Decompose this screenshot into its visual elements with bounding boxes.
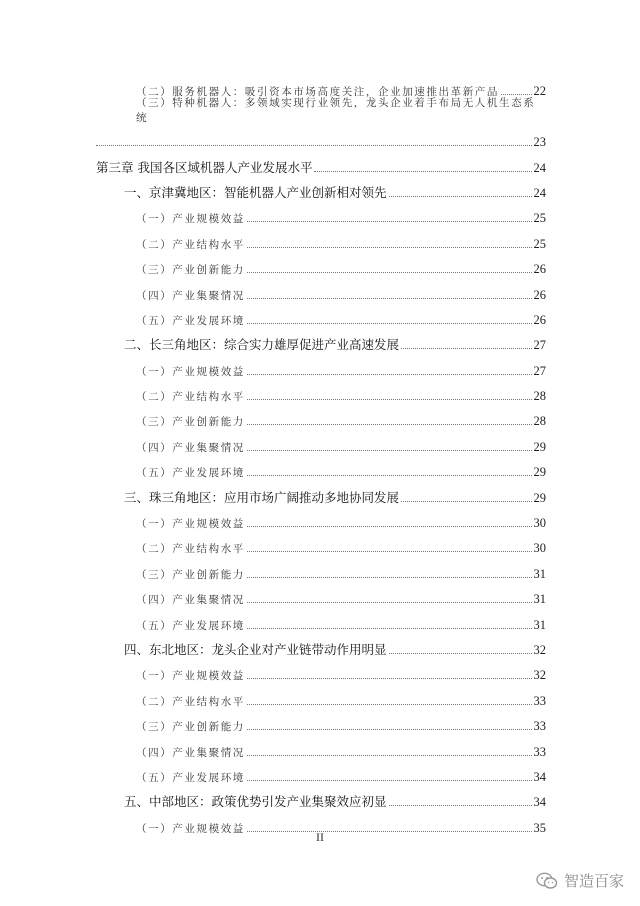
toc-page-number: 30 bbox=[533, 541, 546, 556]
toc-page-number: 25 bbox=[533, 236, 546, 251]
toc-entry-text: （四）产业集聚情况 bbox=[136, 594, 245, 607]
toc-page-number: 29 bbox=[533, 490, 546, 505]
toc-entry[interactable] bbox=[96, 252, 546, 277]
toc-entry-text: （二）产业结构水平 bbox=[136, 695, 245, 708]
dot-leader bbox=[501, 93, 532, 95]
dot-leader bbox=[247, 474, 532, 476]
toc-entry[interactable] bbox=[96, 201, 546, 226]
toc-page-number: 27 bbox=[533, 363, 546, 378]
toc-section[interactable] bbox=[96, 176, 546, 201]
toc-entry[interactable] bbox=[96, 303, 546, 328]
toc-entry-text: （五）产业发展环境 bbox=[136, 619, 245, 632]
toc-page-number: 31 bbox=[533, 592, 546, 607]
toc-entry-text: （四）产业集聚情况 bbox=[136, 441, 245, 454]
toc-entry-text: 五、中部地区：政策优势引发产业集聚效应初显 bbox=[124, 794, 387, 810]
dot-leader bbox=[247, 398, 532, 400]
toc-entry-text: （四）产业集聚情况 bbox=[136, 289, 245, 302]
toc-entry-text: （一）产业规模效益 bbox=[136, 670, 245, 683]
toc-page-number: 24 bbox=[533, 160, 546, 175]
toc-entry[interactable] bbox=[96, 506, 546, 531]
toc-section[interactable] bbox=[96, 633, 546, 658]
dot-leader bbox=[247, 550, 532, 552]
toc-entry-text: （三）特种机器人：多领域实现行业领先，龙头企业着手布局无人机生态系统 bbox=[136, 96, 536, 124]
dot-leader bbox=[247, 677, 532, 679]
toc-entry[interactable] bbox=[96, 658, 546, 683]
toc-page-number: 35 bbox=[533, 820, 546, 835]
toc-entry-text: （五）产业发展环境 bbox=[136, 314, 245, 327]
dot-leader bbox=[401, 347, 531, 349]
dot-leader bbox=[247, 449, 532, 451]
toc-section[interactable] bbox=[96, 785, 546, 810]
toc-list bbox=[96, 150, 546, 836]
toc-entry[interactable] bbox=[96, 709, 546, 734]
toc-page-number: 26 bbox=[533, 262, 546, 277]
toc-page-number: 29 bbox=[533, 465, 546, 480]
toc-page-number: 26 bbox=[533, 287, 546, 302]
toc-entry-text: （二）产业结构水平 bbox=[136, 391, 245, 404]
toc-page-number: 32 bbox=[533, 668, 546, 683]
toc-entry[interactable] bbox=[96, 353, 546, 378]
dot-leader bbox=[247, 728, 532, 730]
toc-entry-text: 四、东北地区：龙头企业对产业链带动作用明显 bbox=[124, 641, 387, 657]
toc-entry[interactable] bbox=[96, 277, 546, 302]
toc-entry-text: （一）产业规模效益 bbox=[136, 365, 245, 378]
dot-leader bbox=[247, 754, 532, 756]
dot-leader bbox=[389, 652, 532, 654]
toc-page-number: 30 bbox=[533, 516, 546, 531]
dot-leader bbox=[96, 144, 532, 146]
toc-page-number: 27 bbox=[533, 338, 546, 353]
toc-page-number: 31 bbox=[533, 566, 546, 581]
toc-entry[interactable] bbox=[96, 429, 546, 454]
toc-entry-text: （二）产业结构水平 bbox=[136, 543, 245, 556]
toc-entry-text: （二）产业结构水平 bbox=[136, 238, 245, 251]
toc-entry-text: 一、京津冀地区：智能机器人产业创新相对领先 bbox=[124, 184, 387, 200]
toc-page-number: 26 bbox=[533, 312, 546, 327]
toc-page-number: 33 bbox=[533, 693, 546, 708]
toc-entry-text: （三）产业创新能力 bbox=[136, 416, 245, 429]
toc-page-number: 28 bbox=[533, 389, 546, 404]
toc-entry[interactable] bbox=[96, 226, 546, 251]
toc-page-number: 32 bbox=[533, 642, 546, 657]
toc-entry[interactable] bbox=[96, 531, 546, 556]
watermark-text: 智造百家 bbox=[563, 872, 624, 890]
toc-entry[interactable] bbox=[96, 404, 546, 429]
page-number: II bbox=[316, 830, 324, 844]
dot-leader bbox=[247, 322, 532, 324]
dot-leader bbox=[401, 500, 531, 502]
toc-entry-text: （一）产业规模效益 bbox=[136, 518, 245, 531]
toc-page-number: 25 bbox=[533, 211, 546, 226]
dot-leader bbox=[247, 373, 532, 375]
toc-entry-text: （三）产业创新能力 bbox=[136, 721, 245, 734]
toc-entry-text: （三）产业创新能力 bbox=[136, 264, 245, 277]
toc-entry[interactable] bbox=[96, 96, 546, 150]
dot-leader bbox=[247, 246, 532, 248]
toc-entry-text: （一）产业规模效益 bbox=[136, 822, 245, 835]
toc-entry[interactable] bbox=[96, 683, 546, 708]
dot-leader bbox=[247, 525, 532, 527]
toc-entry-text: （三）产业创新能力 bbox=[136, 568, 245, 581]
toc-section[interactable] bbox=[96, 480, 546, 505]
toc-page-number: 22 bbox=[533, 84, 546, 99]
toc-page-number: 23 bbox=[533, 135, 546, 150]
toc-page-number: 24 bbox=[533, 185, 546, 200]
toc-entry-text: （一）产业规模效益 bbox=[136, 213, 245, 226]
toc-entry[interactable] bbox=[96, 734, 546, 759]
dot-leader bbox=[247, 779, 532, 781]
dot-leader bbox=[247, 220, 532, 222]
toc-entry[interactable] bbox=[96, 556, 546, 581]
toc-entry[interactable] bbox=[96, 455, 546, 480]
watermark bbox=[536, 870, 624, 891]
dot-leader bbox=[247, 576, 532, 578]
toc-entry[interactable] bbox=[96, 74, 546, 99]
toc-page-number: 34 bbox=[533, 795, 546, 810]
toc-page-number: 28 bbox=[533, 414, 546, 429]
toc-chapter[interactable] bbox=[96, 150, 546, 175]
dot-leader bbox=[247, 627, 532, 629]
dot-leader bbox=[247, 423, 532, 425]
toc-page-number: 31 bbox=[533, 617, 546, 632]
toc-page-number: 34 bbox=[533, 769, 546, 784]
dot-leader bbox=[314, 170, 531, 172]
toc-entry-text: （二）服务机器人：吸引资本市场高度关注，企业加速推出革新产品 bbox=[136, 86, 499, 99]
dot-leader bbox=[247, 271, 532, 273]
dot-leader bbox=[247, 703, 532, 705]
dot-leader bbox=[247, 601, 532, 603]
dot-leader bbox=[389, 195, 532, 197]
toc-entry[interactable] bbox=[96, 379, 546, 404]
toc-section[interactable] bbox=[96, 328, 546, 353]
toc-page-number: 33 bbox=[533, 744, 546, 759]
toc-entry-text: 二、长三角地区：综合实力雄厚促进产业高速发展 bbox=[124, 337, 400, 353]
toc-page-number: 29 bbox=[533, 439, 546, 454]
toc-entry[interactable] bbox=[96, 760, 546, 785]
wechat-icon bbox=[536, 872, 558, 890]
toc-entry-text: （四）产业集聚情况 bbox=[136, 746, 245, 759]
table-of-contents bbox=[96, 74, 546, 836]
toc-entry[interactable] bbox=[96, 607, 546, 632]
toc-entry[interactable] bbox=[96, 582, 546, 607]
toc-entry-text: （五）产业发展环境 bbox=[136, 771, 245, 784]
dot-leader bbox=[247, 297, 532, 299]
toc-entry-text: 三、珠三角地区：应用市场广阔推动多地协同发展 bbox=[124, 489, 400, 505]
toc-page-number: 33 bbox=[533, 719, 546, 734]
toc-entry-text: 第三章 我国各区域机器人产业发展水平 bbox=[96, 159, 313, 175]
toc-entry-text: （五）产业发展环境 bbox=[136, 467, 245, 480]
dot-leader bbox=[389, 804, 532, 806]
